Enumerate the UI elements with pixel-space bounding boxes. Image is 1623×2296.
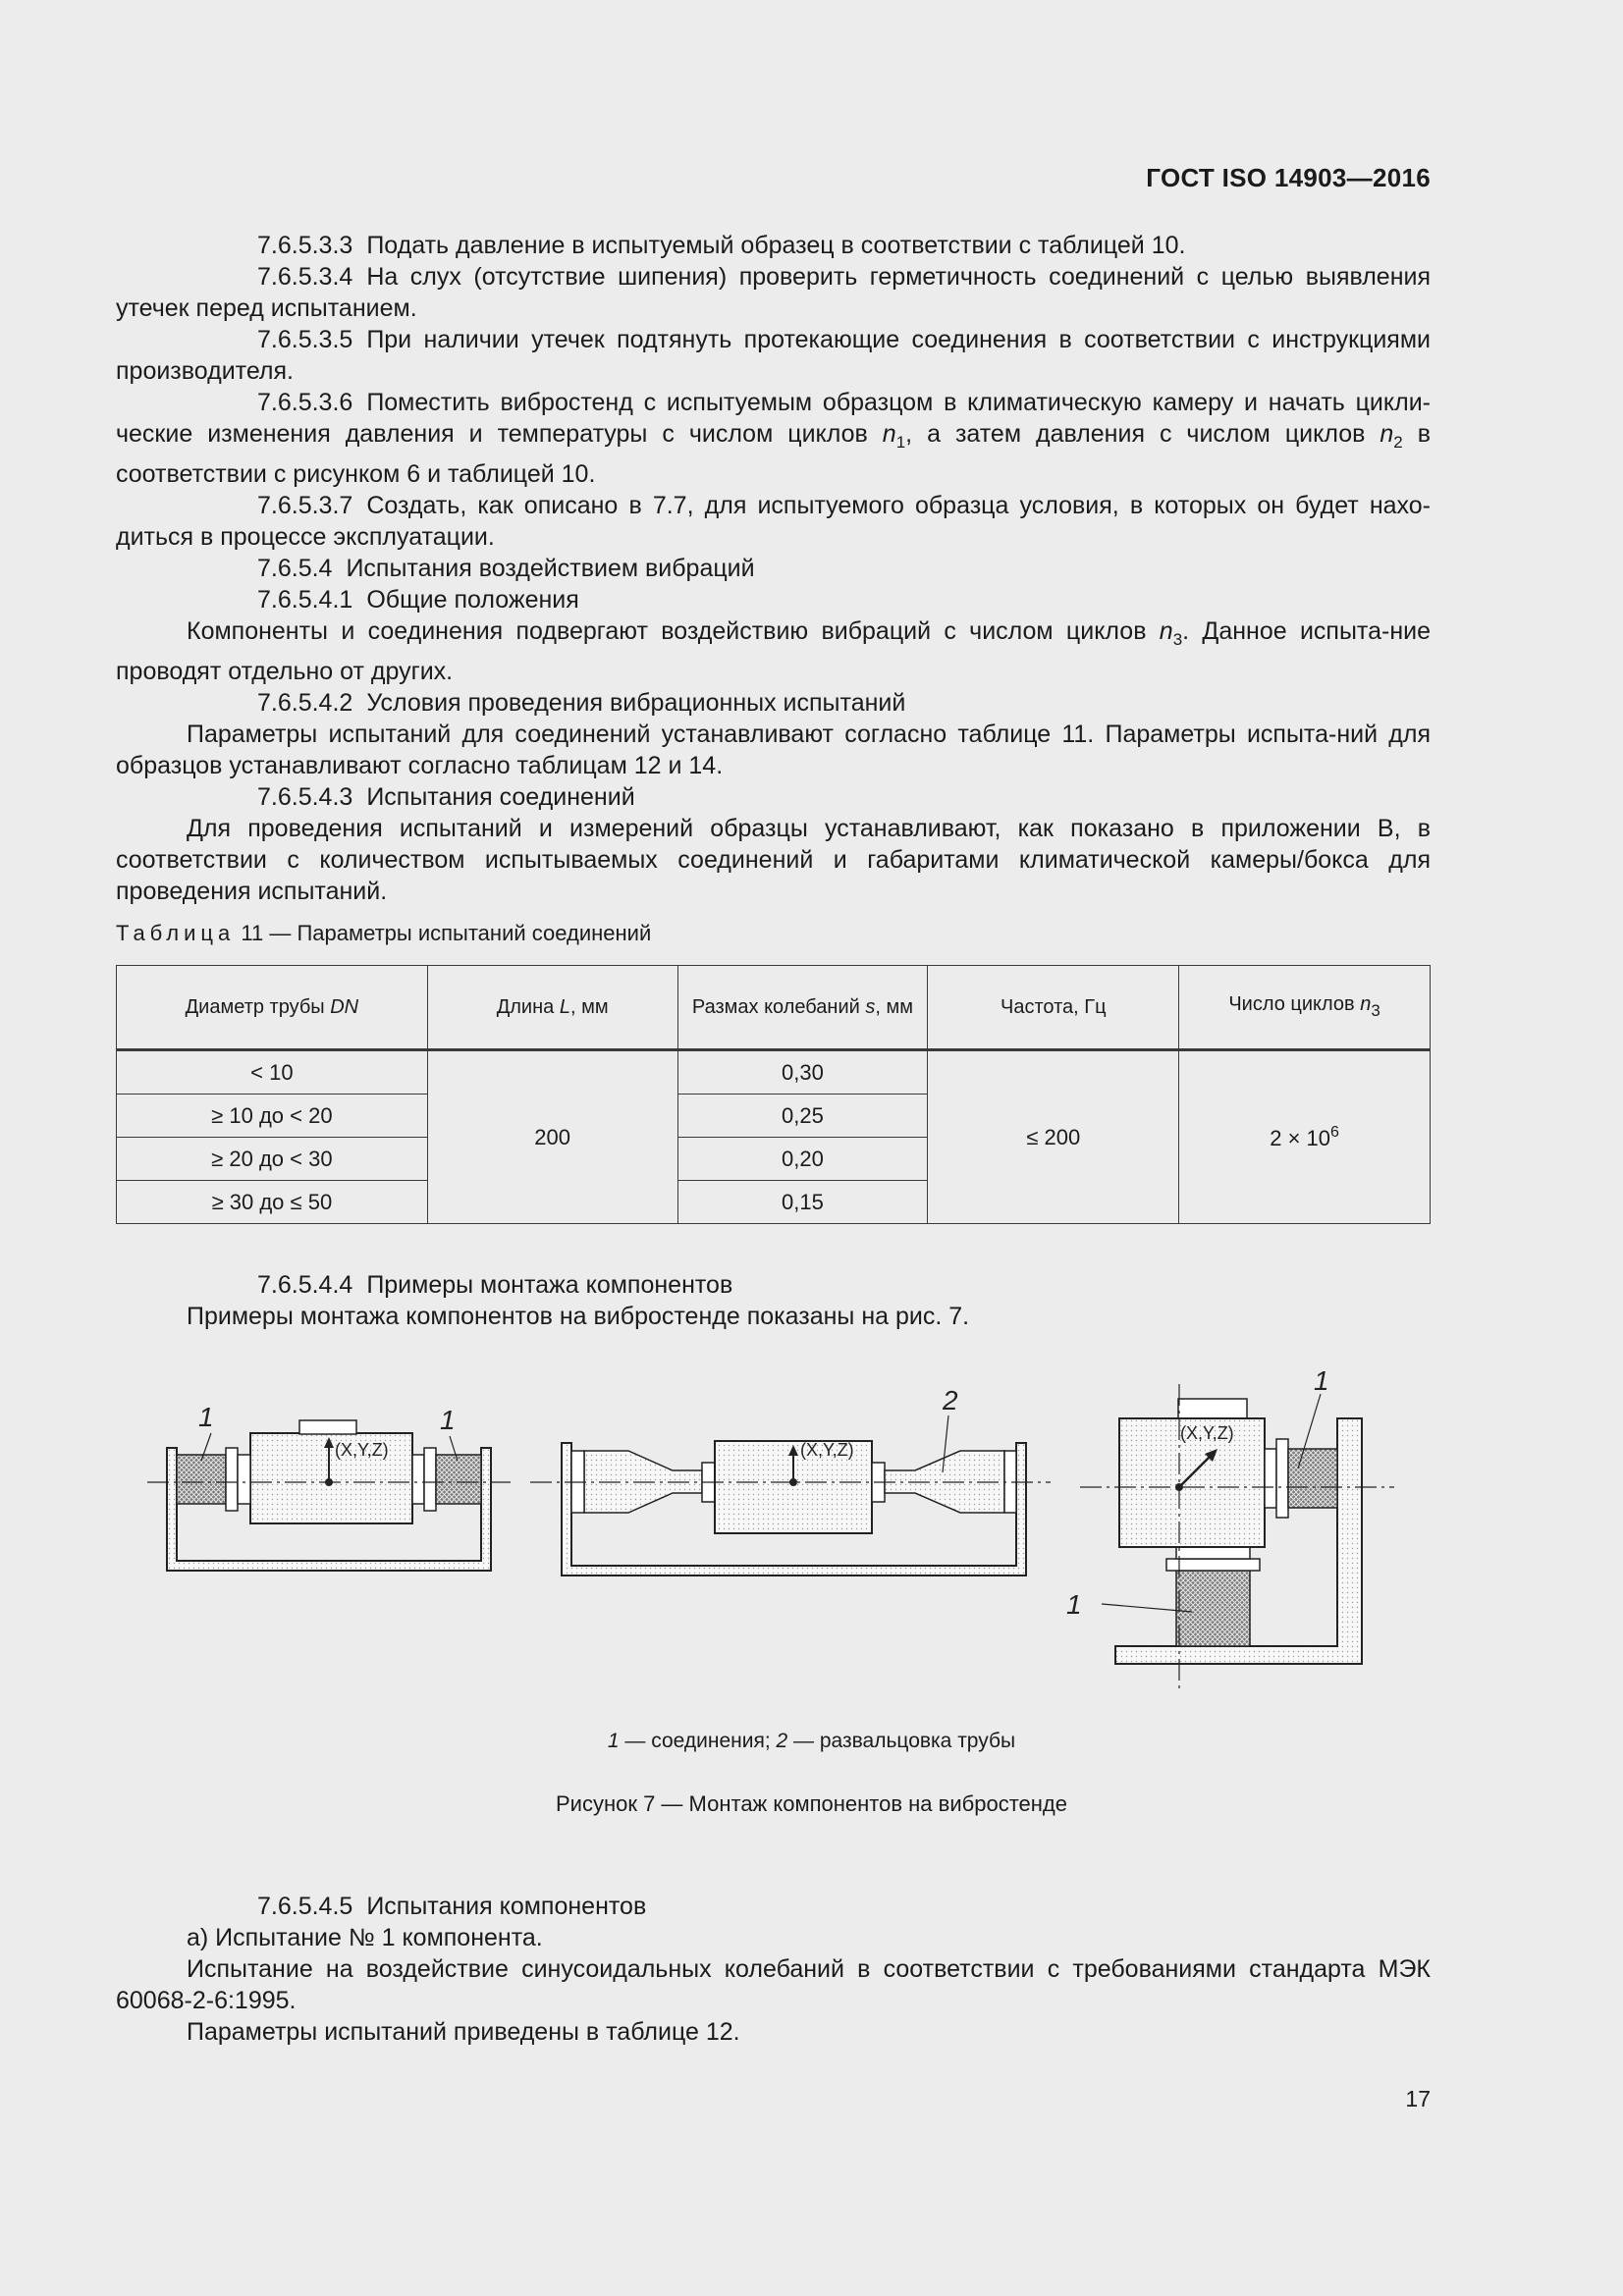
clause-number: 7.6.5.3.3 <box>257 232 353 259</box>
heading-7-6-5-4-4 <box>116 1269 1431 1301</box>
paragraph-text: Создать, как описано в 7.7, для испытуемого образца условия, в которых он будет нахо-диться в процессе эксплуатации. <box>116 492 1431 551</box>
nut-right <box>1276 1439 1288 1518</box>
paragraph-text: Поместить вибростенд с испытуемым образцом в климатическую камеру и начать цикли-ческие изменения давления и температуры с числом циклов <box>116 389 1431 448</box>
paragraph-test-params: Параметры испытаний приведены в таблице 12. <box>187 2018 740 2046</box>
label-1: 1 <box>198 1402 214 1432</box>
heading-7-6-5-4 <box>116 553 1431 584</box>
joint-bottom <box>1176 1571 1250 1646</box>
body-text <box>116 230 1431 907</box>
clause-number: 7.6.5.4 <box>257 555 333 582</box>
paragraph-7-6-5-3-4 <box>116 261 1431 324</box>
legend-text: — соединения; <box>619 1730 777 1752</box>
legend-number: 2 <box>776 1730 788 1752</box>
center-point <box>789 1478 797 1486</box>
paragraph-7-6-5-3-6 <box>116 387 1431 490</box>
variable-n: n <box>882 420 896 448</box>
clause-number: 7.6.5.3.7 <box>257 492 353 519</box>
legend-number: 1 <box>607 1730 620 1752</box>
heading-text: Испытания воздействием вибраций <box>346 555 755 582</box>
variable-dn: DN <box>330 996 359 1018</box>
paragraph-text: Подать давление в испытуемый образец в соответствии с таблицей 10. <box>366 232 1186 259</box>
paragraph-text: На слух (отсутствие шипения) проверить герметичность соединений с целью выявления утечек перед испытанием. <box>116 263 1431 322</box>
mount-example-3 <box>1066 1365 1394 1688</box>
cell-frequency: ≤ 200 <box>928 1050 1179 1224</box>
table-caption <box>116 921 651 946</box>
clause-number: 7.6.5.4.3 <box>257 783 353 811</box>
variable-n: n <box>1360 992 1372 1015</box>
variable-n: n <box>1159 617 1173 645</box>
paragraph-text: Компоненты и соединения подвергают воздействию вибраций с числом циклов <box>187 617 1160 645</box>
center-point <box>1175 1483 1183 1491</box>
subscript: 3 <box>1172 630 1183 649</box>
variable-n: n <box>1380 420 1394 448</box>
pipe-top <box>1178 1399 1247 1418</box>
clause-number: 7.6.5.3.6 <box>257 389 353 416</box>
paragraph-joint-tests <box>116 813 1431 907</box>
label-1: 1 <box>440 1405 456 1435</box>
variable-s: s <box>865 996 876 1018</box>
heading-7-6-5-4-3 <box>116 781 1431 813</box>
paragraph-mounting-examples: Примеры монтажа компонентов на вибростенде показаны на рис. 7. <box>187 1303 970 1330</box>
paragraph-general <box>116 615 1431 687</box>
figure-7-drawing <box>137 1355 1414 1708</box>
clause-number: 7.6.5.3.4 <box>257 263 353 291</box>
paragraph-text: При наличии утечек подтянуть протекающие соединения в соответствии с инструкциями производителя. <box>116 326 1431 385</box>
header-text: Диаметр трубы <box>185 996 331 1018</box>
subscript: 1 <box>895 433 906 452</box>
header-text: Число циклов <box>1228 992 1361 1015</box>
subscript: 3 <box>1371 1000 1380 1020</box>
cell-diameter: ≥ 30 до ≤ 50 <box>117 1181 428 1224</box>
pipe-bottom <box>1176 1547 1250 1559</box>
pipe-right <box>412 1455 424 1504</box>
subscript: 2 <box>1393 433 1403 452</box>
header-text: Длина <box>496 996 560 1018</box>
header-diameter <box>117 966 428 1050</box>
heading-7-6-5-4-5 <box>116 1891 1431 1922</box>
page-number: 17 <box>1405 2086 1431 2111</box>
heading-text: Общие положения <box>366 586 579 614</box>
cell-diameter: < 10 <box>117 1050 428 1095</box>
label-1: 1 <box>1314 1365 1329 1396</box>
paragraph-text: . Данное испыта-ние проводят отдельно от других. <box>116 617 1432 685</box>
clause-number: 7.6.5.4.5 <box>257 1893 353 1920</box>
axes-label: (X,Y,Z) <box>1180 1423 1234 1443</box>
joint-right <box>436 1455 481 1504</box>
label-1: 1 <box>1066 1589 1082 1620</box>
cell-amplitude: 0,20 <box>677 1138 928 1181</box>
clause-number: 7.6.5.4.4 <box>257 1271 353 1299</box>
heading-7-6-5-4-1 <box>116 584 1431 615</box>
table-11 <box>116 965 1431 1224</box>
list-item-a: а) Испытание № 1 компонента. <box>187 1924 543 1951</box>
joint-left <box>177 1455 226 1504</box>
cell-cycles <box>1179 1050 1431 1224</box>
paragraph-7-6-5-3-7 <box>116 490 1431 553</box>
paragraph-7-6-5-3-3 <box>116 230 1431 261</box>
cell-length: 200 <box>427 1050 677 1224</box>
cycles-base: 2 × 10 <box>1270 1125 1331 1150</box>
legend-text: — развальцовка трубы <box>787 1730 1016 1752</box>
variable-l: L <box>559 996 570 1018</box>
cell-amplitude: 0,25 <box>677 1095 928 1138</box>
section-7-6-5-4-4 <box>116 1269 1431 1332</box>
clause-number: 7.6.5.4.2 <box>257 689 353 717</box>
header-unit: , мм <box>875 996 913 1018</box>
header-length <box>427 966 677 1050</box>
section-7-6-5-4-5 <box>116 1891 1431 2048</box>
clause-number: 7.6.5.4.1 <box>257 586 353 614</box>
header-amplitude <box>677 966 928 1050</box>
component-top <box>299 1420 356 1434</box>
mount-example-2 <box>530 1385 1051 1575</box>
standard-header: ГОСТ ISO 14903—2016 <box>1146 163 1431 192</box>
clause-number: 7.6.5.3.5 <box>257 326 353 353</box>
cycles-exponent: 6 <box>1330 1123 1339 1141</box>
axes-label: (X,Y,Z) <box>335 1440 389 1460</box>
heading-7-6-5-4-2 <box>116 687 1431 719</box>
figure-caption: Рисунок 7 — Монтаж компонентов на вибростенде <box>555 1791 1067 1816</box>
header-unit: , мм <box>569 996 609 1018</box>
mount-example-1 <box>147 1402 511 1571</box>
nut-bottom <box>1166 1559 1260 1571</box>
pipe-right <box>1265 1449 1276 1508</box>
joint-right <box>1288 1449 1337 1508</box>
cell-diameter: ≥ 20 до < 30 <box>117 1138 428 1181</box>
table-title: 11 — Параметры испытаний соединений <box>241 921 652 945</box>
paragraph-text: Параметры испытаний для соединений устанавливают согласно таблице 11. Параметры испыта-ний для образцов устанавливают согласно таблицам 12 и 14. <box>116 721 1431 779</box>
paragraph-text: Для проведения испытаний и измерений образцы устанавливают, как показано в приложении В, в соответствии с количеством испытываемых соединений и габаритами климатической камеры/бокса для проведения испытаний. <box>116 815 1431 905</box>
paragraph-7-6-5-3-5 <box>116 324 1431 387</box>
table-row <box>117 1050 1431 1095</box>
nut-left <box>226 1448 238 1511</box>
cell-amplitude: 0,15 <box>677 1181 928 1224</box>
paragraph-text: , а затем давления с числом циклов <box>905 420 1380 448</box>
label-2: 2 <box>943 1385 958 1415</box>
header-frequency: Частота, Гц <box>928 966 1179 1050</box>
cell-diameter: ≥ 10 до < 20 <box>117 1095 428 1138</box>
heading-text: Условия проведения вибрационных испытаний <box>366 689 906 717</box>
heading-text: Испытания компонентов <box>366 1893 647 1920</box>
axes-label: (X,Y,Z) <box>800 1440 854 1460</box>
center-point <box>325 1478 333 1486</box>
nut-right <box>424 1448 436 1511</box>
table-header-row <box>117 966 1431 1050</box>
heading-text: Примеры монтажа компонентов <box>366 1271 733 1299</box>
paragraph-conditions <box>116 719 1431 781</box>
header-cycles <box>1179 966 1431 1050</box>
paragraph-text: в соответствии с рисунком 6 и таблицей 10. <box>116 420 1431 488</box>
cell-amplitude: 0,30 <box>677 1050 928 1095</box>
pipe-left <box>238 1455 250 1504</box>
figure-legend <box>0 1730 1623 1753</box>
heading-text: Испытания соединений <box>366 783 635 811</box>
paragraph-sine-test: Испытание на воздействие синусоидальных колебаний в соответствии с требованиями стандарта МЭК 60068-2-6:1995. <box>116 1955 1431 2014</box>
table-label: Таблица <box>116 921 236 945</box>
header-text: Размах колебаний <box>691 996 866 1018</box>
